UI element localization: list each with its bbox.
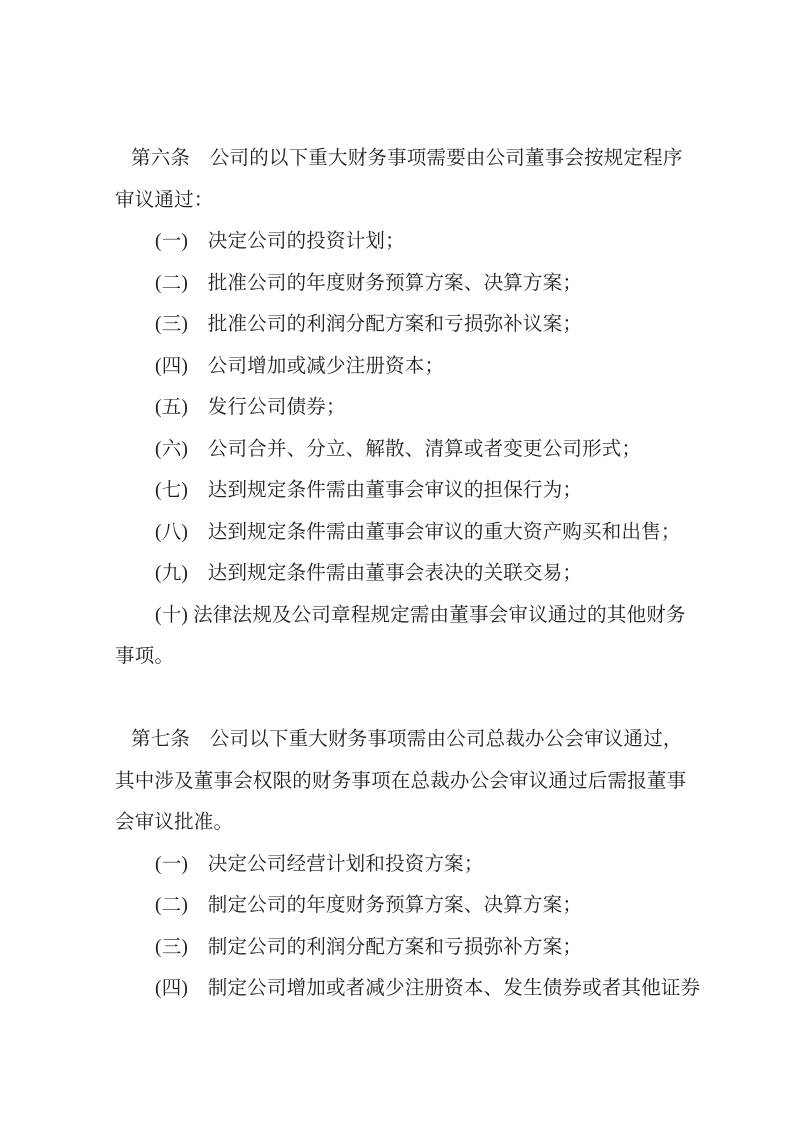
clause-item-line: (三) 制定公司的利润分配方案和亏损弥补方案；: [155, 936, 583, 958]
paragraph-continuation-line: 会审议批准。: [115, 812, 234, 833]
clause-item-line: (十) 法律法规及公司章程规定需由董事会审议通过的其他财务: [155, 604, 686, 626]
paragraph-continuation-line: 其中涉及董事会权限的财务事项在总裁办公会审议通过后需报董事: [115, 770, 687, 792]
clause-item-line: (七) 达到规定条件需由董事会审议的担保行为；: [155, 480, 583, 501]
clause-item-line: (八) 达到规定条件需由董事会审议的重大资产购买和出售；: [155, 521, 681, 543]
clause-item-line: (六) 公司合并、分立、解散、清算或者变更公司形式；: [155, 438, 642, 460]
clause-item-line: (三) 批准公司的利润分配方案和亏损弥补议案；: [155, 314, 583, 335]
clause-item-line: (五) 发行公司债券；: [155, 397, 346, 418]
clause-item-line: (二) 制定公司的年度财务预算方案、决算方案；: [155, 895, 583, 916]
paragraph-first-line: 第七条 公司以下重大财务事项需由公司总裁办公会审议通过，: [131, 729, 683, 750]
clause-item-line: (四) 制定公司增加或者减少注册资本、发生债券或者其他证券: [155, 978, 701, 999]
clause-item-line: (四) 公司增加或减少注册资本；: [155, 355, 445, 377]
clause-item-line: (二) 批准公司的年度财务预算方案、决算方案；: [155, 272, 583, 294]
paragraph-continuation-line: 事项。: [115, 646, 175, 667]
paragraph-first-line: 第六条 公司的以下重大财务事项需要由公司董事会按规定程序: [131, 148, 683, 169]
blank-line: [115, 678, 690, 720]
document-body: [115, 138, 701, 1010]
clause-item-line: (一) 决定公司的投资计划；: [155, 231, 405, 252]
clause-item-line: (九) 达到规定条件需由董事会表决的关联交易；: [155, 563, 583, 584]
paragraph-continuation-line: 审议通过：: [115, 189, 214, 211]
clause-item-line: (一) 决定公司经营计划和投资方案；: [155, 853, 484, 875]
